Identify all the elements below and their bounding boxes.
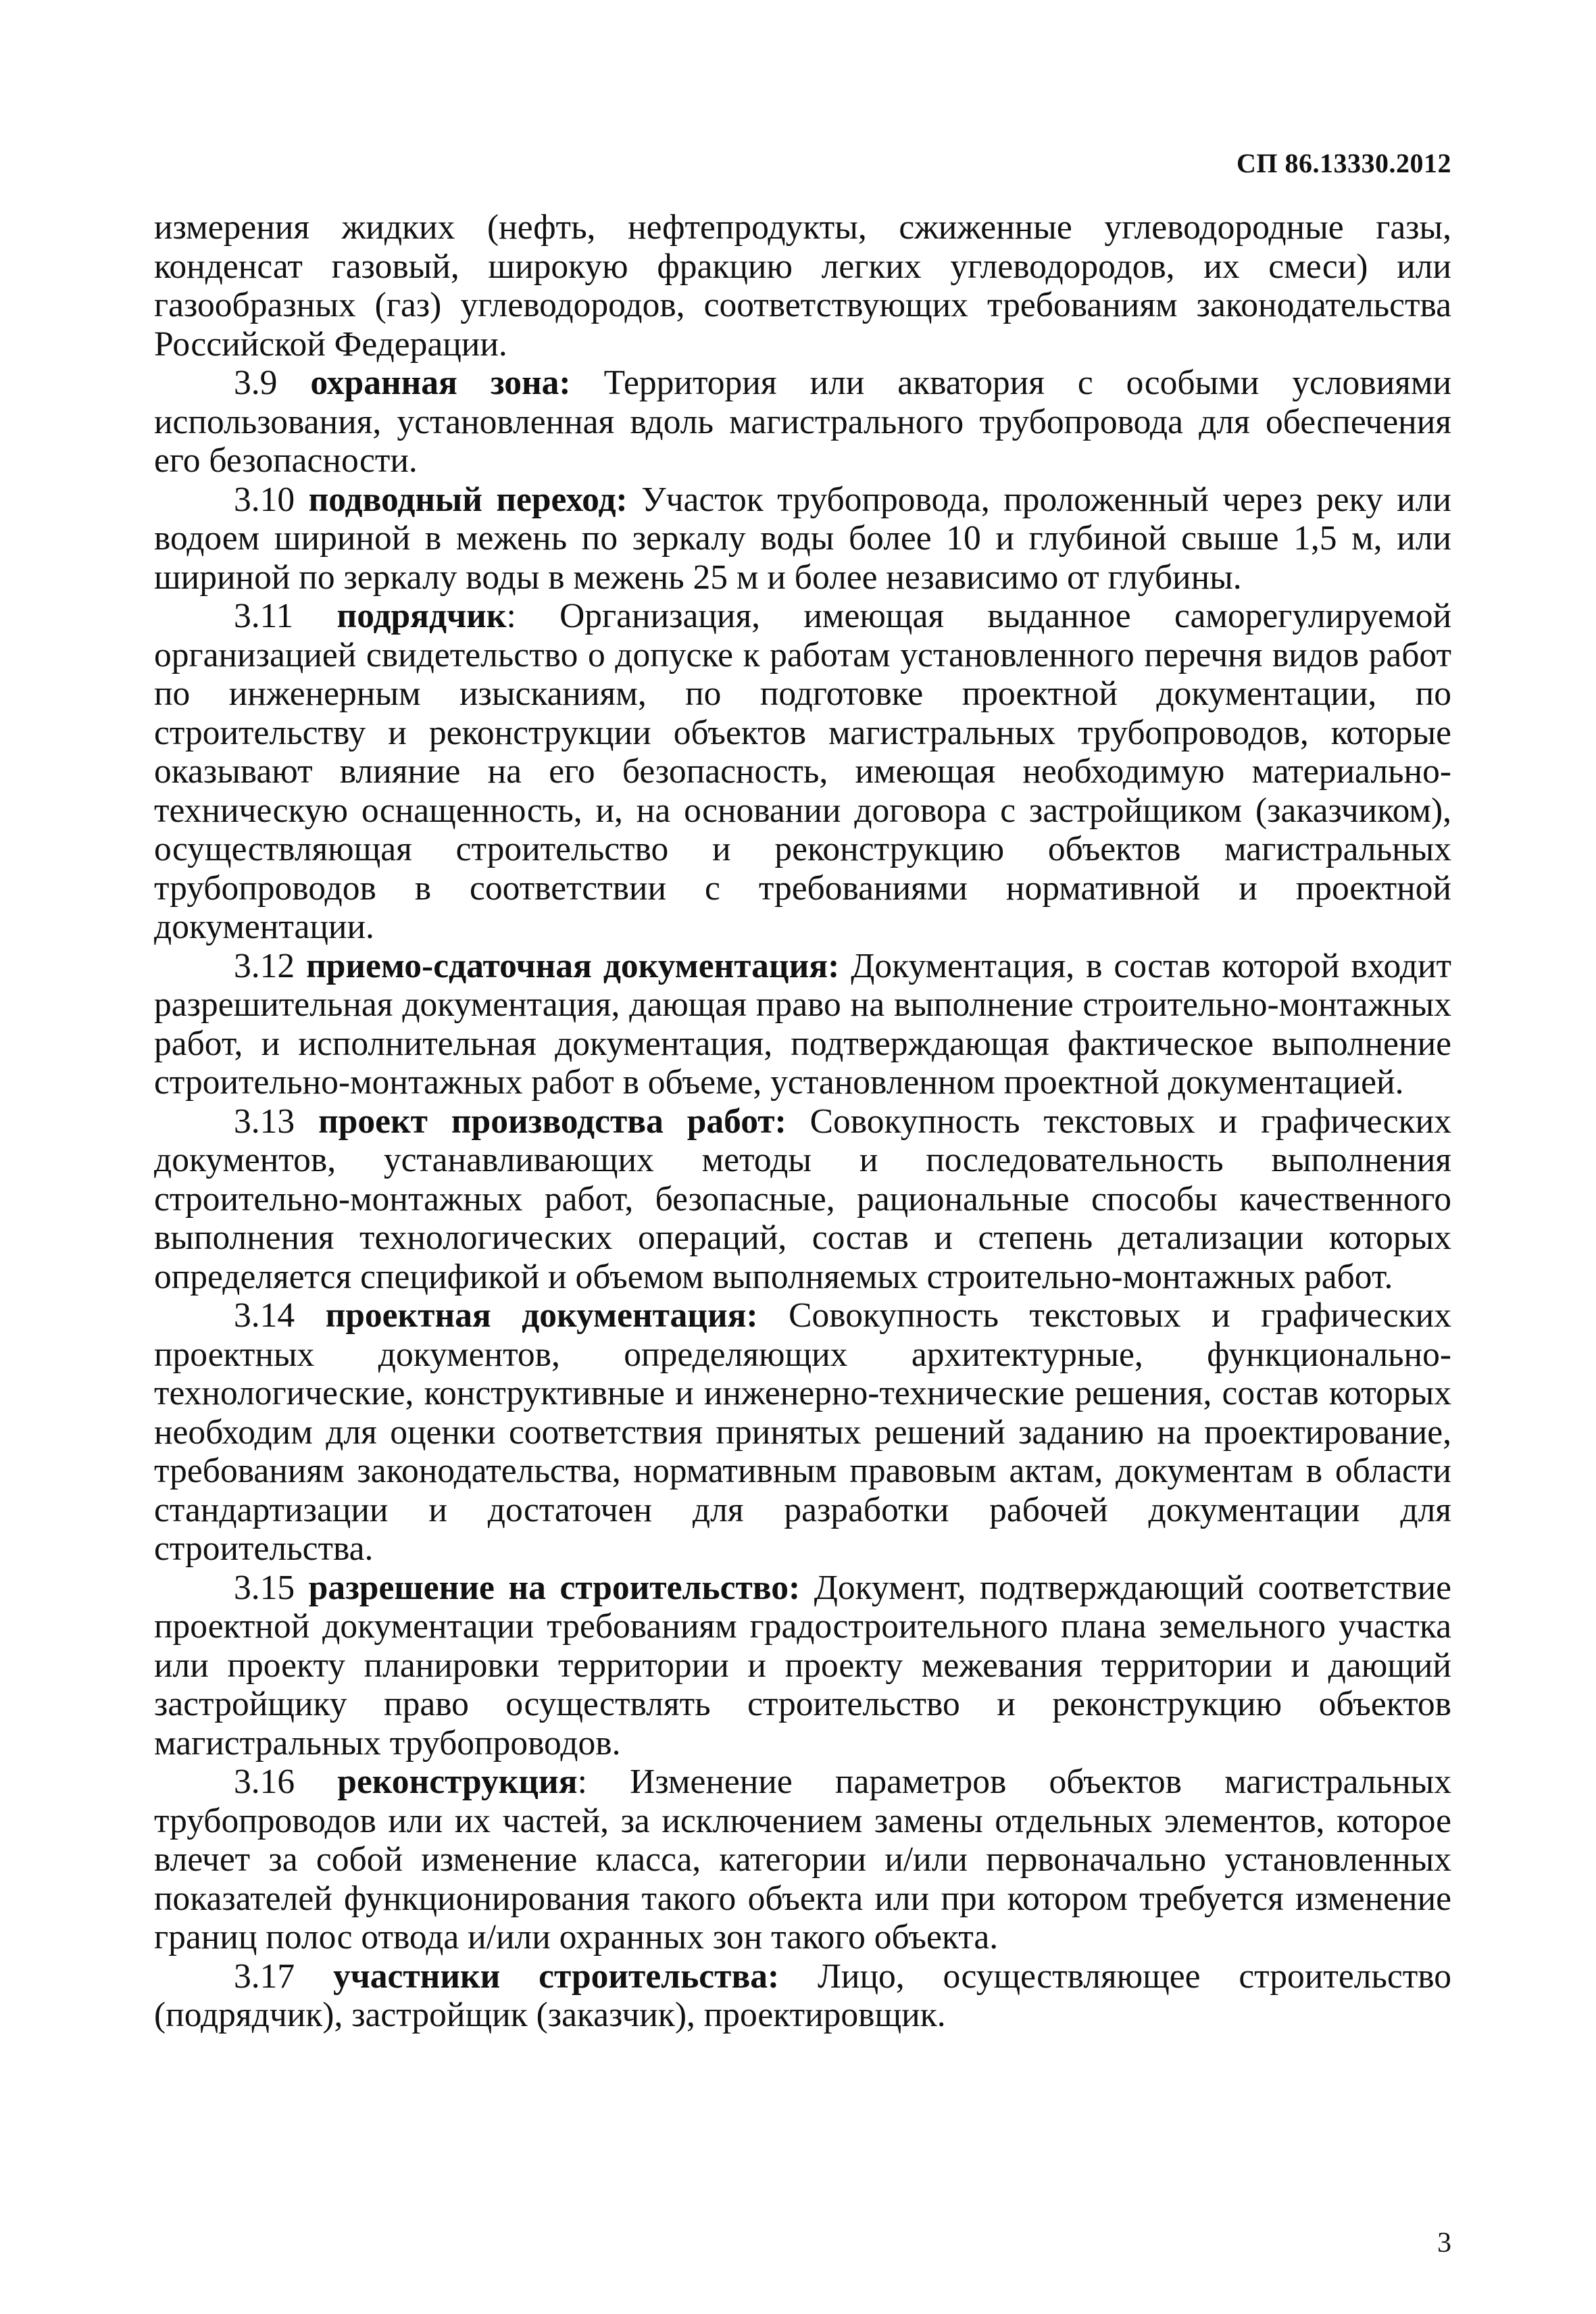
definition-3-16 (154, 1763, 1451, 1957)
definition-term: проект производства работ: (318, 1102, 787, 1141)
definition-term: разрешение на строительство: (308, 1568, 801, 1607)
page-number: 3 (1437, 2227, 1451, 2259)
definition-3-17 (154, 1957, 1451, 2035)
definition-term-colon: : (577, 1763, 587, 1801)
intro-paragraph: измерения жидких (нефть, нефтепродукты, сжиженные углеводородные газы, конденсат газовый, широкую фракцию легких углеводородов, их смеси) или газообразных (газ) углеводородов, соответствующих требованиям законодательства Российской Федерации. (154, 208, 1451, 364)
definition-term: приемо-сдаточная документация: (306, 946, 840, 985)
definition-text: Изменение параметров объектов магистральных трубопроводов или их частей, за исключением замены отдельных элементов, которое влечет за собой изменение класса, категории и/или первоначально установленных показателей функционирования такого объекта или при котором требуется изменение границ полос отвода и/или охранных зон такого объекта. (154, 1763, 1451, 1956)
definition-text: Организация, имеющая выданное саморегулируемой организацией свидетельство о допуске к работам установленного перечня видов работ по инженерным изысканиям, по подготовке проектной документации, по строительству и реконструкции объектов магистральных трубопроводов, которые оказывают влияние на его безопасность, имеющая необходимую материально-техническую оснащенность, и, на основании договора с застройщиком (заказчиком), осуществляющая строительство и реконструкцию объектов магистральных трубопроводов в соответствии с требованиями нормативной и проектной документации. (154, 597, 1452, 946)
definition-term: подводный переход: (308, 480, 628, 519)
definition-term: проектная документация: (325, 1296, 758, 1335)
definition-number: 3.12 (234, 946, 295, 985)
definition-number: 3.14 (234, 1296, 295, 1335)
definition-3-9 (154, 364, 1451, 481)
definition-text: Территория или акватория с особыми условиями использования, установленная вдоль магистрального трубопровода для обеспечения его безопасности. (154, 364, 1452, 480)
definition-3-11 (154, 597, 1451, 947)
definition-number: 3.9 (234, 364, 278, 402)
definition-text: Документ, подтверждающий соответствие проектной документации требованиям градостроительного плана земельного участка или проекту планировки территории и проекту межевания территории и дающий застройщику право осуществлять строительство и реконструкцию объектов магистральных трубопроводов. (154, 1568, 1451, 1763)
definition-term: реконструкция (337, 1763, 578, 1801)
definition-number: 3.16 (234, 1763, 295, 1801)
definition-text: Документация, в состав которой входит разрешительная документация, дающая право на выполнение строительно-монтажных работ, и исполнительная документация, подтверждающая фактическое выполнение строительно-монтажных работ в объеме, установленном проектной документацией. (154, 946, 1452, 1102)
definitions-body (154, 208, 1451, 2035)
definition-3-13 (154, 1102, 1451, 1297)
definition-number: 3.13 (234, 1102, 295, 1141)
definition-text: Участок трубопровода, проложенный через реку или водоем шириной в межень по зеркалу воды более 10 и глубиной свыше 1,5 м, или шириной по зеркалу воды в межень 25 м и более независимо от глубины. (154, 480, 1451, 597)
document-code: СП 86.13330.2012 (1237, 148, 1451, 178)
definition-term: участники строительства: (332, 1956, 780, 1996)
definition-term: подрядчик (336, 597, 507, 635)
definition-text: Лицо, осуществляющее строительство (подрядчик), застройщик (заказчик), проектировщик. (154, 1956, 1452, 2034)
definition-number: 3.11 (234, 597, 294, 635)
definition-term: охранная зона: (310, 364, 571, 402)
definition-text: Совокупность текстовых и графических проектных документов, определяющих архитектурные, функционально-технологические, конструктивные и инженерно-технические решения, состав которых необходим для оценки соответствия принятых решений заданию на проектирование, требованиям законодательства, нормативным правовым актам, документам в области стандартизации и достаточен для разработки рабочей документации для строительства. (154, 1296, 1451, 1568)
definition-text: Совокупность текстовых и графических документов, устанавливающих методы и последовательность выполнения строительно-монтажных работ, безопасные, рациональные способы качественного выполнения технологических операций, состав и степень детализации которых определяется спецификой и объемом выполняемых строительно-монтажных работ. (154, 1102, 1451, 1296)
definition-number: 3.15 (234, 1568, 295, 1607)
definition-3-10 (154, 481, 1451, 597)
definition-term-colon: : (506, 597, 516, 635)
definition-number: 3.10 (234, 480, 295, 519)
definition-3-15 (154, 1569, 1451, 1763)
definition-3-14 (154, 1296, 1451, 1569)
definition-number: 3.17 (234, 1956, 295, 1996)
definition-3-12 (154, 947, 1451, 1102)
